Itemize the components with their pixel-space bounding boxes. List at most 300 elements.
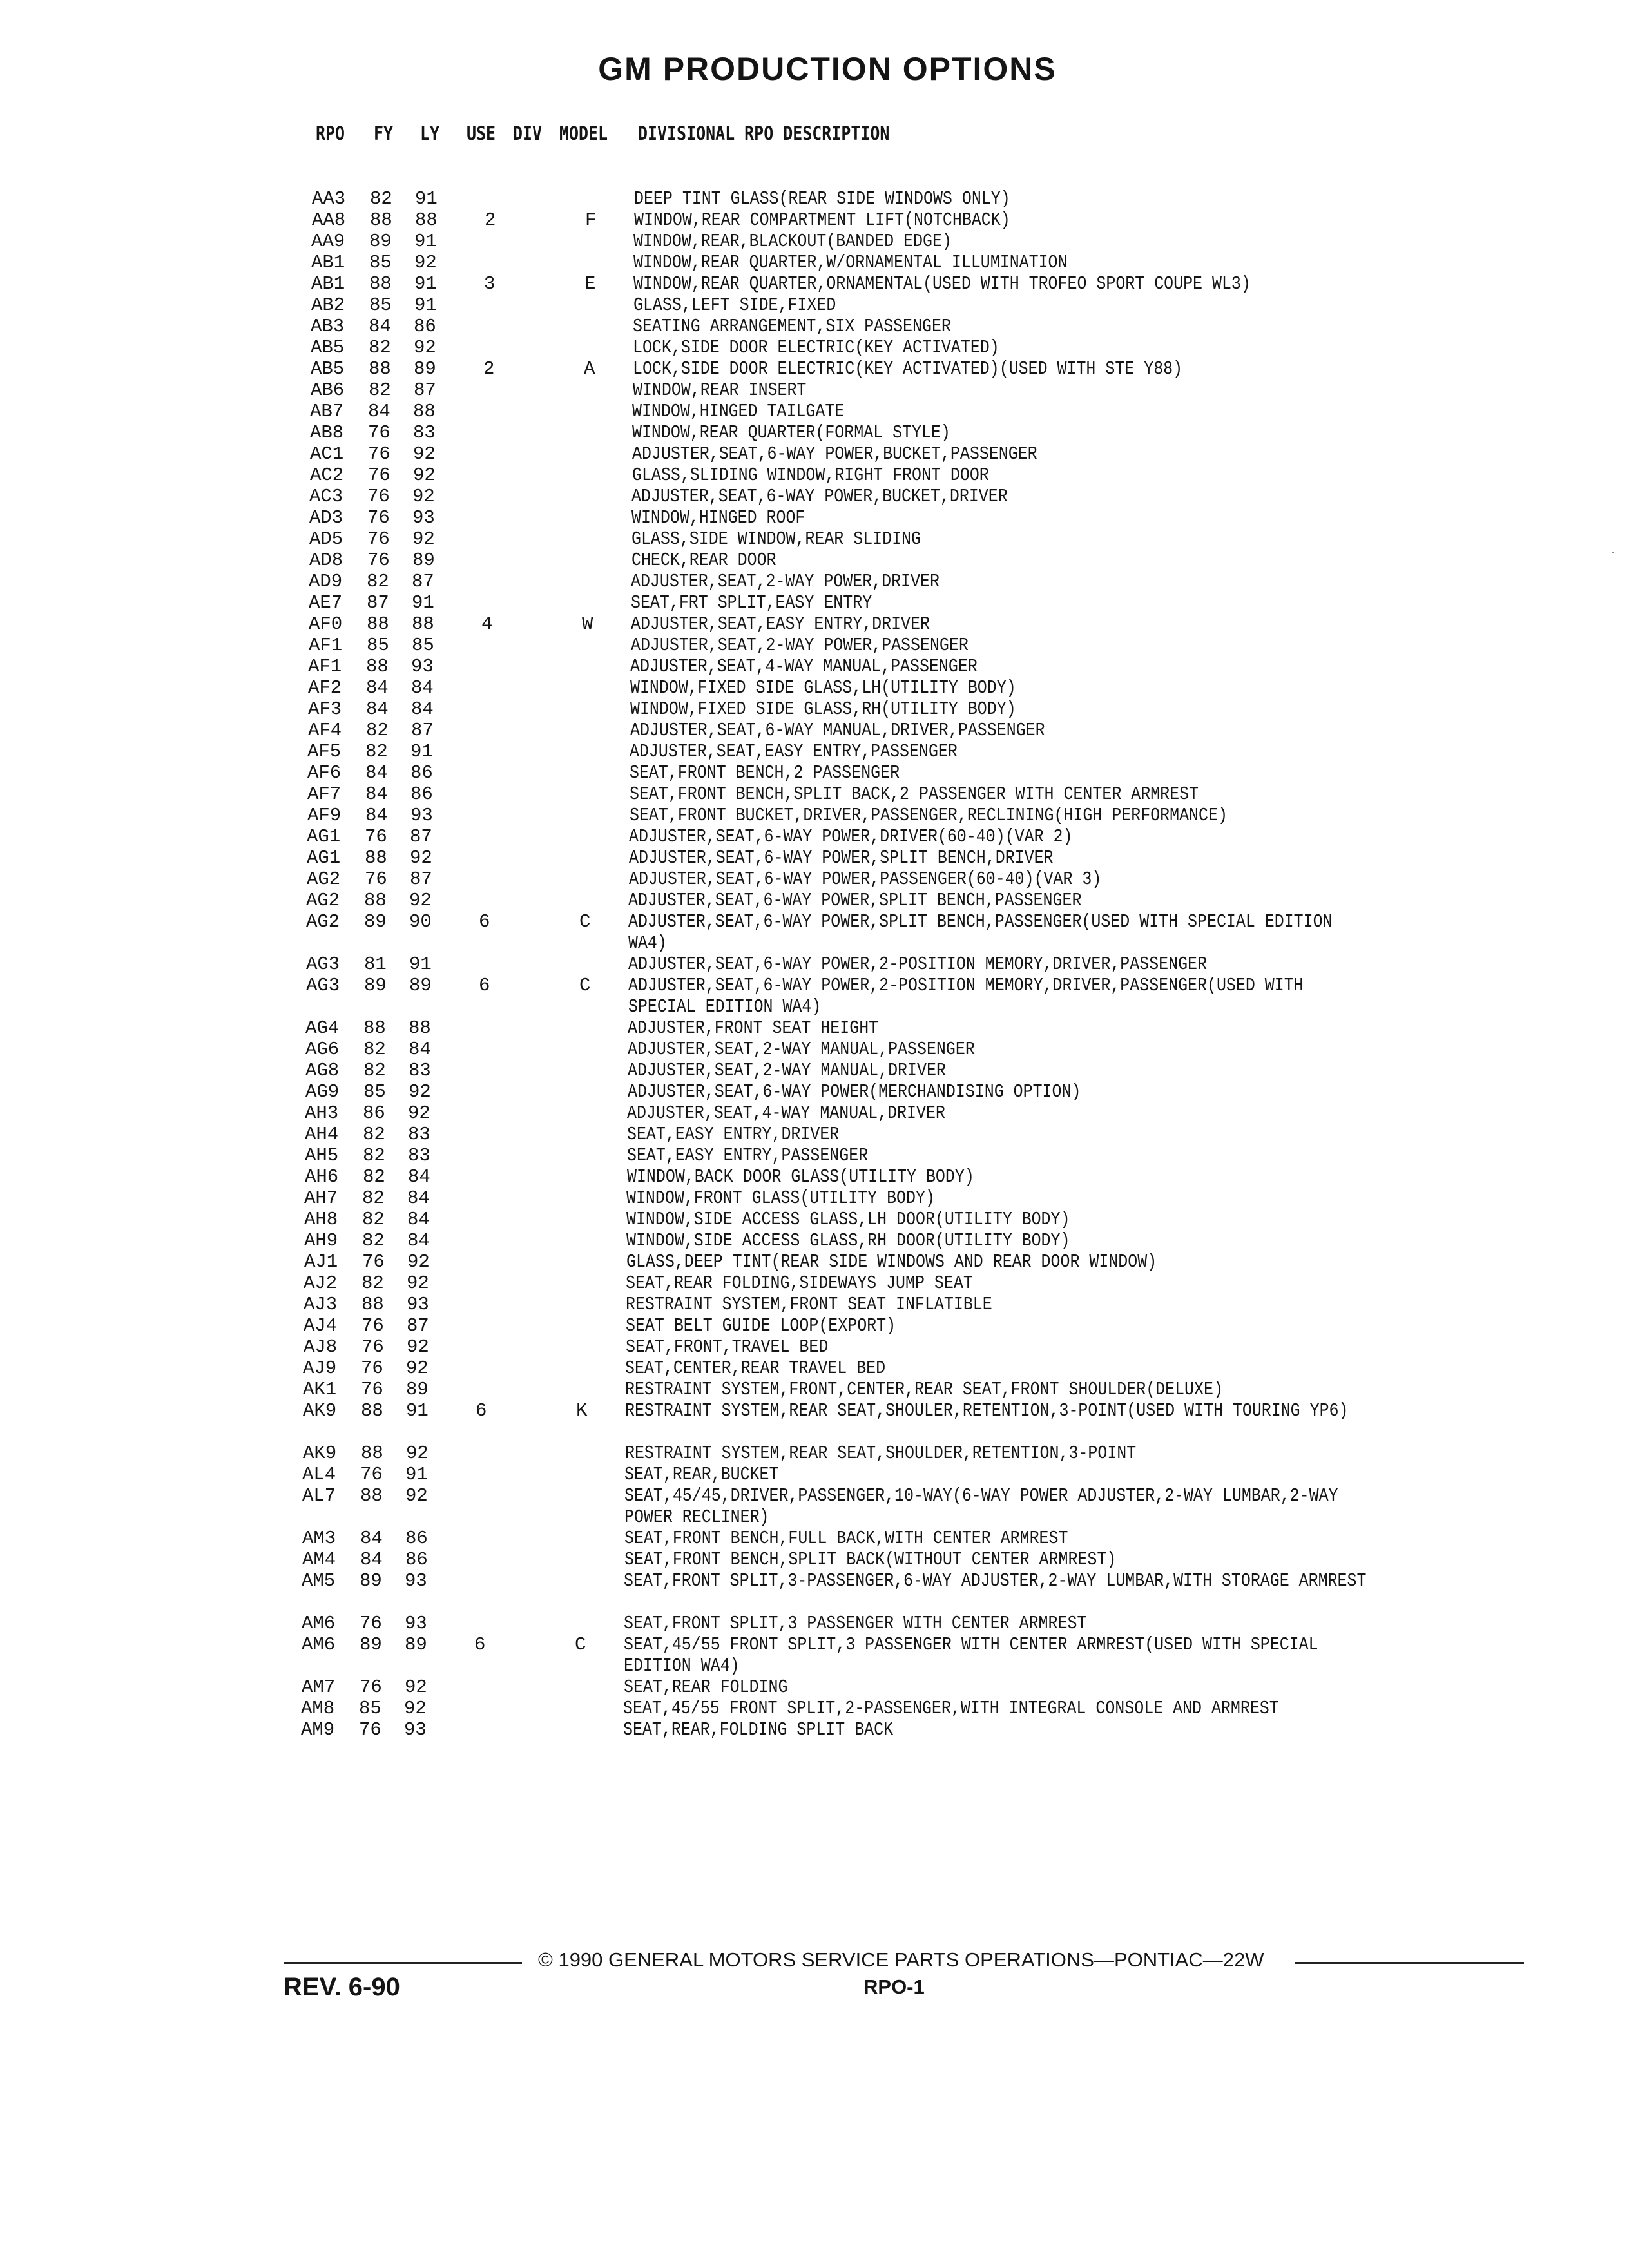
row-description: ADJUSTER,SEAT,6-WAY MANUAL,DRIVER,PASSENGER xyxy=(630,720,1045,741)
table-row xyxy=(0,1528,1629,1549)
table-row xyxy=(0,507,1629,528)
row-rpo: AC2 xyxy=(310,465,344,486)
table-row xyxy=(0,741,1629,762)
row-rpo: AM6 xyxy=(302,1613,336,1634)
row-fy: 76 xyxy=(360,1677,382,1698)
row-description: SEAT,CENTER,REAR TRAVEL BED xyxy=(625,1358,886,1379)
row-description: ADJUSTER,SEAT,6-WAY POWER,SPLIT BENCH,PASSENGER xyxy=(628,890,1082,911)
row-rpo: AC3 xyxy=(309,486,343,507)
row-ly: 91 xyxy=(406,1400,429,1421)
table-row xyxy=(0,188,1629,209)
row-description: ADJUSTER,SEAT,6-WAY POWER(MERCHANDISING OPTION) xyxy=(628,1081,1081,1102)
table-row xyxy=(0,1209,1629,1230)
table-row xyxy=(0,1379,1629,1400)
row-description: ADJUSTER,SEAT,4-WAY MANUAL,PASSENGER xyxy=(630,656,978,677)
header-use: USE xyxy=(467,122,496,144)
row-rpo: AB2 xyxy=(311,294,345,316)
row-rpo: AC1 xyxy=(310,443,344,465)
row-ly: 84 xyxy=(407,1187,430,1209)
row-ly: 91 xyxy=(414,294,437,316)
row-fy: 82 xyxy=(363,1145,385,1166)
footer-copyright: © 1990 GENERAL MOTORS SERVICE PARTS OPERATIONS—PONTIAC—22W xyxy=(538,1948,1264,1971)
row-ly: 88 xyxy=(413,401,436,422)
row-rpo: AB6 xyxy=(311,380,345,401)
row-ly: 92 xyxy=(405,1677,427,1698)
row-ly: 91 xyxy=(414,231,437,252)
row-description: SEAT,FRONT BENCH,FULL BACK,WITH CENTER ARMREST xyxy=(624,1528,1068,1549)
row-description: GLASS,SLIDING WINDOW,RIGHT FRONT DOOR xyxy=(632,465,989,486)
row-fy: 82 xyxy=(367,571,389,592)
row-rpo: AA8 xyxy=(312,209,346,231)
row-ly: 88 xyxy=(415,209,438,231)
table-row xyxy=(0,1443,1629,1464)
row-ly: 91 xyxy=(410,741,433,762)
row-rpo: AH5 xyxy=(305,1145,339,1166)
row-ly: 93 xyxy=(412,507,435,528)
row-ly: 88 xyxy=(409,1017,431,1039)
row-description: WINDOW,BACK DOOR GLASS(UTILITY BODY) xyxy=(627,1166,974,1187)
row-rpo: AH3 xyxy=(305,1102,339,1124)
row-description: SEAT,REAR,BUCKET xyxy=(624,1464,779,1485)
table-row xyxy=(0,550,1629,571)
header-div: DIV xyxy=(513,122,543,144)
row-rpo: AF5 xyxy=(307,741,342,762)
row-description: WINDOW,FRONT GLASS(UTILITY BODY) xyxy=(626,1187,935,1209)
row-description: ADJUSTER,SEAT,2-WAY MANUAL,DRIVER xyxy=(628,1060,946,1081)
table-row xyxy=(0,380,1629,401)
row-ly: 91 xyxy=(412,592,434,613)
table-row xyxy=(0,231,1629,252)
options-table xyxy=(0,188,1629,1740)
row-rpo: AL7 xyxy=(302,1485,336,1506)
row-use: 6 xyxy=(476,1400,487,1421)
row-ly: 93 xyxy=(405,1570,427,1591)
row-rpo: AJ8 xyxy=(304,1336,338,1358)
row-description: RESTRAINT SYSTEM,FRONT SEAT INFLATIBLE xyxy=(626,1294,992,1315)
row-rpo: AB5 xyxy=(311,358,345,380)
row-description: WINDOW,SIDE ACCESS GLASS,RH DOOR(UTILITY BODY) xyxy=(626,1230,1070,1251)
row-fy: 76 xyxy=(360,1613,382,1634)
table-row xyxy=(0,847,1629,869)
row-ly: 83 xyxy=(408,1145,430,1166)
row-use: 6 xyxy=(479,975,490,996)
table-row xyxy=(0,869,1629,890)
row-rpo: AH4 xyxy=(305,1124,339,1145)
table-row xyxy=(0,954,1629,975)
row-description: ADJUSTER,SEAT,2-WAY POWER,DRIVER xyxy=(631,571,940,592)
row-fy: 88 xyxy=(363,1017,386,1039)
row-description: SEAT,FRT SPLIT,EASY ENTRY xyxy=(631,592,872,613)
row-fy: 82 xyxy=(363,1166,385,1187)
row-description: SEAT,FRONT,TRAVEL BED xyxy=(626,1336,829,1358)
row-description: ADJUSTER,SEAT,EASY ENTRY,PASSENGER xyxy=(630,741,958,762)
row-ly: 84 xyxy=(408,1166,430,1187)
scan-speck xyxy=(1612,552,1614,553)
row-ly: 88 xyxy=(412,613,434,635)
table-row xyxy=(0,1698,1629,1719)
table-row xyxy=(0,805,1629,826)
row-rpo: AK1 xyxy=(303,1379,337,1400)
row-rpo: AM7 xyxy=(302,1677,336,1698)
row-fy: 76 xyxy=(361,1315,384,1336)
row-rpo: AM9 xyxy=(301,1719,335,1740)
row-ly: 92 xyxy=(407,1273,429,1294)
row-fy: 76 xyxy=(360,1464,383,1485)
table-row xyxy=(0,635,1629,656)
table-row xyxy=(0,273,1629,294)
row-ly: 92 xyxy=(409,1081,431,1102)
row-rpo: AL4 xyxy=(302,1464,336,1485)
row-ly: 89 xyxy=(414,358,436,380)
row-fy: 88 xyxy=(361,1400,383,1421)
row-fy: 82 xyxy=(362,1209,385,1230)
row-description: ADJUSTER,SEAT,4-WAY MANUAL,DRIVER xyxy=(627,1102,945,1124)
row-rpo: AG8 xyxy=(305,1060,340,1081)
row-description: SEAT,FRONT BENCH,SPLIT BACK(WITHOUT CENTER ARMREST) xyxy=(624,1549,1117,1570)
table-row xyxy=(0,592,1629,613)
row-rpo: AG2 xyxy=(306,890,340,911)
row-fy: 88 xyxy=(366,656,389,677)
row-rpo: AD3 xyxy=(309,507,343,528)
row-rpo: AG1 xyxy=(307,847,341,869)
row-rpo: AM8 xyxy=(301,1698,335,1719)
row-fy: 88 xyxy=(367,613,389,635)
row-description: ADJUSTER,SEAT,6-WAY POWER,2-POSITION MEMORY,DRIVER,PASSENGER xyxy=(628,954,1207,975)
row-ly: 86 xyxy=(410,783,433,805)
row-ly: 84 xyxy=(411,677,434,698)
row-ly: 89 xyxy=(406,1379,429,1400)
row-fy: 76 xyxy=(368,443,390,465)
row-ly: 92 xyxy=(413,443,436,465)
row-ly: 84 xyxy=(411,698,434,720)
row-rpo: AF3 xyxy=(308,698,342,720)
row-ly: 91 xyxy=(405,1464,428,1485)
row-rpo: AG1 xyxy=(307,826,341,847)
table-row xyxy=(0,252,1629,273)
row-rpo: AG2 xyxy=(307,869,341,890)
row-fy: 84 xyxy=(360,1528,383,1549)
row-fy: 84 xyxy=(360,1549,383,1570)
row-ly: 86 xyxy=(410,762,433,783)
table-row xyxy=(0,1166,1629,1187)
row-fy: 82 xyxy=(369,337,391,358)
row-rpo: AD5 xyxy=(309,528,343,550)
row-ly: 90 xyxy=(409,911,432,932)
row-ly: 85 xyxy=(412,635,434,656)
row-description: WINDOW,HINGED TAILGATE xyxy=(632,401,845,422)
row-ly: 89 xyxy=(412,550,435,571)
row-fy: 76 xyxy=(361,1336,384,1358)
table-row xyxy=(0,486,1629,507)
row-rpo: AJ2 xyxy=(304,1273,338,1294)
row-description: GLASS,SIDE WINDOW,REAR SLIDING xyxy=(631,528,921,550)
table-row xyxy=(0,571,1629,592)
header-fy: FY xyxy=(374,122,394,144)
table-row xyxy=(0,1315,1629,1336)
row-fy: 84 xyxy=(368,401,390,422)
row-fy: 76 xyxy=(367,486,390,507)
row-rpo: AG3 xyxy=(306,954,340,975)
row-description: ADJUSTER,SEAT,6-WAY POWER,SPLIT BENCH,PASSENGER(USED WITH SPECIAL EDITION WA4) xyxy=(628,911,1333,954)
row-fy: 84 xyxy=(366,698,389,720)
row-rpo: AK9 xyxy=(303,1400,337,1421)
table-row xyxy=(0,1294,1629,1315)
table-row xyxy=(0,465,1629,486)
row-fy: 76 xyxy=(367,550,390,571)
table-row xyxy=(0,975,1629,1017)
row-use: 2 xyxy=(485,209,496,231)
row-description: SEAT,FRONT BUCKET,DRIVER,PASSENGER,RECLINING(HIGH PERFORMANCE) xyxy=(630,805,1228,826)
row-description: ADJUSTER,SEAT,6-WAY POWER,SPLIT BENCH,DRIVER xyxy=(629,847,1054,869)
table-row xyxy=(0,316,1629,337)
row-fy: 76 xyxy=(361,1358,383,1379)
footer-revision: REV. 6-90 xyxy=(284,1973,400,2001)
row-description: WINDOW,REAR QUARTER,W/ORNAMENTAL ILLUMINATION xyxy=(633,252,1068,273)
row-description: WINDOW,FIXED SIDE GLASS,LH(UTILITY BODY) xyxy=(630,677,1016,698)
row-ly: 92 xyxy=(405,1485,428,1506)
table-row xyxy=(0,1230,1629,1251)
row-description: SEAT,45/55 FRONT SPLIT,2-PASSENGER,WITH INTEGRAL CONSOLE AND ARMREST xyxy=(623,1698,1279,1719)
row-ly: 89 xyxy=(405,1634,427,1655)
row-description: ADJUSTER,SEAT,6-WAY POWER,BUCKET,PASSENGER xyxy=(632,443,1037,465)
row-use: 6 xyxy=(474,1634,486,1655)
header-model: MODEL xyxy=(559,122,608,144)
row-rpo: AM3 xyxy=(302,1528,336,1549)
row-rpo: AB7 xyxy=(310,401,344,422)
row-div: A xyxy=(584,358,595,380)
row-description: WINDOW,FIXED SIDE GLASS,RH(UTILITY BODY) xyxy=(630,698,1016,720)
row-fy: 85 xyxy=(369,294,392,316)
table-row xyxy=(0,1336,1629,1358)
row-rpo: AF1 xyxy=(309,635,343,656)
row-ly: 93 xyxy=(411,656,434,677)
row-description: SEAT,45/55 FRONT SPLIT,3 PASSENGER WITH CENTER ARMREST(USED WITH SPECIAL EDITION WA4) xyxy=(624,1634,1318,1677)
table-row xyxy=(0,720,1629,741)
table-row xyxy=(0,358,1629,380)
row-div: W xyxy=(582,613,593,635)
header-rpo: RPO xyxy=(316,122,345,144)
row-use: 2 xyxy=(483,358,495,380)
row-ly: 91 xyxy=(409,954,432,975)
row-fy: 85 xyxy=(359,1698,381,1719)
table-row xyxy=(0,656,1629,677)
row-rpo: AM5 xyxy=(302,1570,336,1591)
row-ly: 89 xyxy=(409,975,432,996)
table-row xyxy=(0,911,1629,954)
table-row xyxy=(0,1251,1629,1273)
row-ly: 92 xyxy=(407,1251,430,1273)
row-ly: 93 xyxy=(410,805,433,826)
row-rpo: AJ4 xyxy=(304,1315,338,1336)
row-rpo: AB1 xyxy=(311,252,345,273)
footer-page-number: RPO-1 xyxy=(863,1975,925,1998)
row-rpo: AF9 xyxy=(307,805,342,826)
row-fy: 89 xyxy=(360,1570,382,1591)
row-ly: 92 xyxy=(406,1358,429,1379)
row-ly: 92 xyxy=(406,1443,429,1464)
row-fy: 76 xyxy=(368,465,390,486)
table-row xyxy=(0,528,1629,550)
row-rpo: AG2 xyxy=(306,911,340,932)
table-row xyxy=(0,1464,1629,1485)
row-fy: 76 xyxy=(359,1719,381,1740)
row-description: RESTRAINT SYSTEM,REAR SEAT,SHOULER,RETENTION,3-POINT(USED WITH TOURING YP6) xyxy=(625,1400,1349,1421)
row-rpo: AB3 xyxy=(311,316,345,337)
row-description: SEATING ARRANGEMENT,SIX PASSENGER xyxy=(633,316,951,337)
row-description: ADJUSTER,SEAT,6-WAY POWER,PASSENGER(60-40)(VAR 3) xyxy=(629,869,1102,890)
table-row xyxy=(0,1081,1629,1102)
table-row xyxy=(0,613,1629,635)
row-rpo: AM6 xyxy=(302,1634,336,1655)
row-ly: 86 xyxy=(405,1528,428,1549)
row-ly: 87 xyxy=(407,1315,429,1336)
row-rpo: AH7 xyxy=(304,1187,338,1209)
row-description: WINDOW,SIDE ACCESS GLASS,LH DOOR(UTILITY BODY) xyxy=(626,1209,1070,1230)
row-description: RESTRAINT SYSTEM,REAR SEAT,SHOULDER,RETENTION,3-POINT xyxy=(625,1443,1137,1464)
row-div: C xyxy=(579,975,591,996)
row-ly: 91 xyxy=(414,273,437,294)
row-ly: 84 xyxy=(407,1230,430,1251)
row-ly: 84 xyxy=(409,1039,431,1060)
row-description: WINDOW,REAR QUARTER,ORNAMENTAL(USED WITH TROFEO SPORT COUPE WL3) xyxy=(633,273,1251,294)
row-fy: 82 xyxy=(365,741,388,762)
row-rpo: AH8 xyxy=(304,1209,338,1230)
row-rpo: AG9 xyxy=(305,1081,340,1102)
row-fy: 89 xyxy=(369,231,392,252)
row-ly: 92 xyxy=(414,252,437,273)
row-fy: 82 xyxy=(361,1273,384,1294)
table-row xyxy=(0,1677,1629,1698)
row-description: SEAT,REAR FOLDING xyxy=(624,1677,788,1698)
row-fy: 85 xyxy=(367,635,389,656)
table-row xyxy=(0,783,1629,805)
row-description: WINDOW,REAR QUARTER(FORMAL STYLE) xyxy=(632,422,950,443)
table-row xyxy=(0,1485,1629,1528)
row-fy: 82 xyxy=(370,188,392,209)
row-fy: 81 xyxy=(364,954,387,975)
row-description: ADJUSTER,SEAT,2-WAY POWER,PASSENGER xyxy=(631,635,969,656)
row-use: 6 xyxy=(479,911,490,932)
row-rpo: AH9 xyxy=(304,1230,338,1251)
row-ly: 91 xyxy=(415,188,438,209)
row-fy: 84 xyxy=(369,316,391,337)
table-row xyxy=(0,698,1629,720)
row-description: SEAT,45/45,DRIVER,PASSENGER,10-WAY(6-WAY POWER ADJUSTER,2-WAY LUMBAR,2-WAY POWER RECLINER) xyxy=(624,1485,1338,1528)
row-rpo: AG3 xyxy=(306,975,340,996)
header-description: DIVISIONAL RPO DESCRIPTION xyxy=(638,122,890,144)
row-div: C xyxy=(579,911,591,932)
row-div: K xyxy=(576,1400,588,1421)
row-description: WINDOW,REAR INSERT xyxy=(633,380,807,401)
row-description: SEAT,FRONT SPLIT,3-PASSENGER,6-WAY ADJUSTER,2-WAY LUMBAR,WITH STORAGE ARMREST xyxy=(624,1570,1367,1591)
row-fy: 88 xyxy=(364,890,387,911)
row-description: GLASS,DEEP TINT(REAR SIDE WINDOWS AND REAR DOOR WINDOW) xyxy=(626,1251,1157,1273)
page-title: GM PRODUCTION OPTIONS xyxy=(598,51,1057,87)
row-rpo: AD8 xyxy=(309,550,343,571)
row-fy: 76 xyxy=(368,422,390,443)
row-rpo: AB1 xyxy=(311,273,345,294)
row-ly: 87 xyxy=(412,571,434,592)
row-description: GLASS,LEFT SIDE,FIXED xyxy=(633,294,836,316)
row-rpo: AB5 xyxy=(311,337,345,358)
row-fy: 88 xyxy=(361,1294,384,1315)
row-ly: 93 xyxy=(405,1613,427,1634)
row-rpo: AA3 xyxy=(312,188,346,209)
footer-rule-right xyxy=(1295,1962,1524,1964)
row-description: ADJUSTER,SEAT,6-WAY POWER,2-POSITION MEMORY,DRIVER,PASSENGER(USED WITH SPECIAL EDITION WA4) xyxy=(628,975,1304,1017)
row-div: E xyxy=(584,273,596,294)
row-fy: 89 xyxy=(364,975,387,996)
table-row xyxy=(0,762,1629,783)
row-rpo: AF2 xyxy=(308,677,342,698)
table-row xyxy=(0,890,1629,911)
row-ly: 92 xyxy=(413,465,436,486)
row-description: DEEP TINT GLASS(REAR SIDE WINDOWS ONLY) xyxy=(634,188,1010,209)
row-fy: 87 xyxy=(367,592,389,613)
row-fy: 76 xyxy=(361,1379,383,1400)
row-fy: 88 xyxy=(360,1485,383,1506)
header-ly: LY xyxy=(420,122,440,144)
table-row xyxy=(0,401,1629,422)
row-fy: 88 xyxy=(370,209,392,231)
row-fy: 88 xyxy=(361,1443,383,1464)
table-row xyxy=(0,422,1629,443)
row-fy: 84 xyxy=(365,762,388,783)
row-ly: 86 xyxy=(405,1549,428,1570)
row-rpo: AG6 xyxy=(305,1039,340,1060)
row-rpo: AF4 xyxy=(308,720,342,741)
table-row xyxy=(0,294,1629,316)
row-fy: 82 xyxy=(363,1039,386,1060)
row-ly: 92 xyxy=(412,486,435,507)
row-rpo: AJ3 xyxy=(304,1294,338,1315)
row-ly: 92 xyxy=(410,847,432,869)
row-ly: 86 xyxy=(414,316,436,337)
row-fy: 82 xyxy=(366,720,389,741)
table-row xyxy=(0,209,1629,231)
table-row xyxy=(0,1570,1629,1613)
row-ly: 84 xyxy=(407,1209,430,1230)
row-fy: 89 xyxy=(364,911,387,932)
row-description: SEAT,REAR,FOLDING SPLIT BACK xyxy=(623,1719,894,1740)
row-ly: 93 xyxy=(404,1719,427,1740)
row-rpo: AD9 xyxy=(309,571,343,592)
row-ly: 93 xyxy=(407,1294,429,1315)
row-fy: 82 xyxy=(363,1060,386,1081)
row-rpo: AG4 xyxy=(305,1017,340,1039)
row-rpo: AA9 xyxy=(311,231,345,252)
row-ly: 92 xyxy=(409,890,432,911)
row-fy: 82 xyxy=(369,380,391,401)
row-rpo: AF1 xyxy=(308,656,342,677)
row-description: WINDOW,REAR,BLACKOUT(BANDED EDGE) xyxy=(633,231,952,252)
row-description: WINDOW,HINGED ROOF xyxy=(631,507,805,528)
row-fy: 85 xyxy=(369,252,392,273)
row-description: LOCK,SIDE DOOR ELECTRIC(KEY ACTIVATED)(USED WITH STE Y88) xyxy=(633,358,1183,380)
row-ly: 92 xyxy=(412,528,435,550)
table-row xyxy=(0,1124,1629,1145)
row-fy: 88 xyxy=(369,358,391,380)
row-description: CHECK,REAR DOOR xyxy=(631,550,776,571)
row-rpo: AJ1 xyxy=(304,1251,338,1273)
row-fy: 76 xyxy=(362,1251,385,1273)
row-fy: 76 xyxy=(367,507,390,528)
row-fy: 88 xyxy=(365,847,387,869)
row-description: ADJUSTER,FRONT SEAT HEIGHT xyxy=(628,1017,879,1039)
row-rpo: AF7 xyxy=(307,783,342,805)
row-rpo: AK9 xyxy=(303,1443,337,1464)
row-description: SEAT,FRONT BENCH,2 PASSENGER xyxy=(630,762,900,783)
